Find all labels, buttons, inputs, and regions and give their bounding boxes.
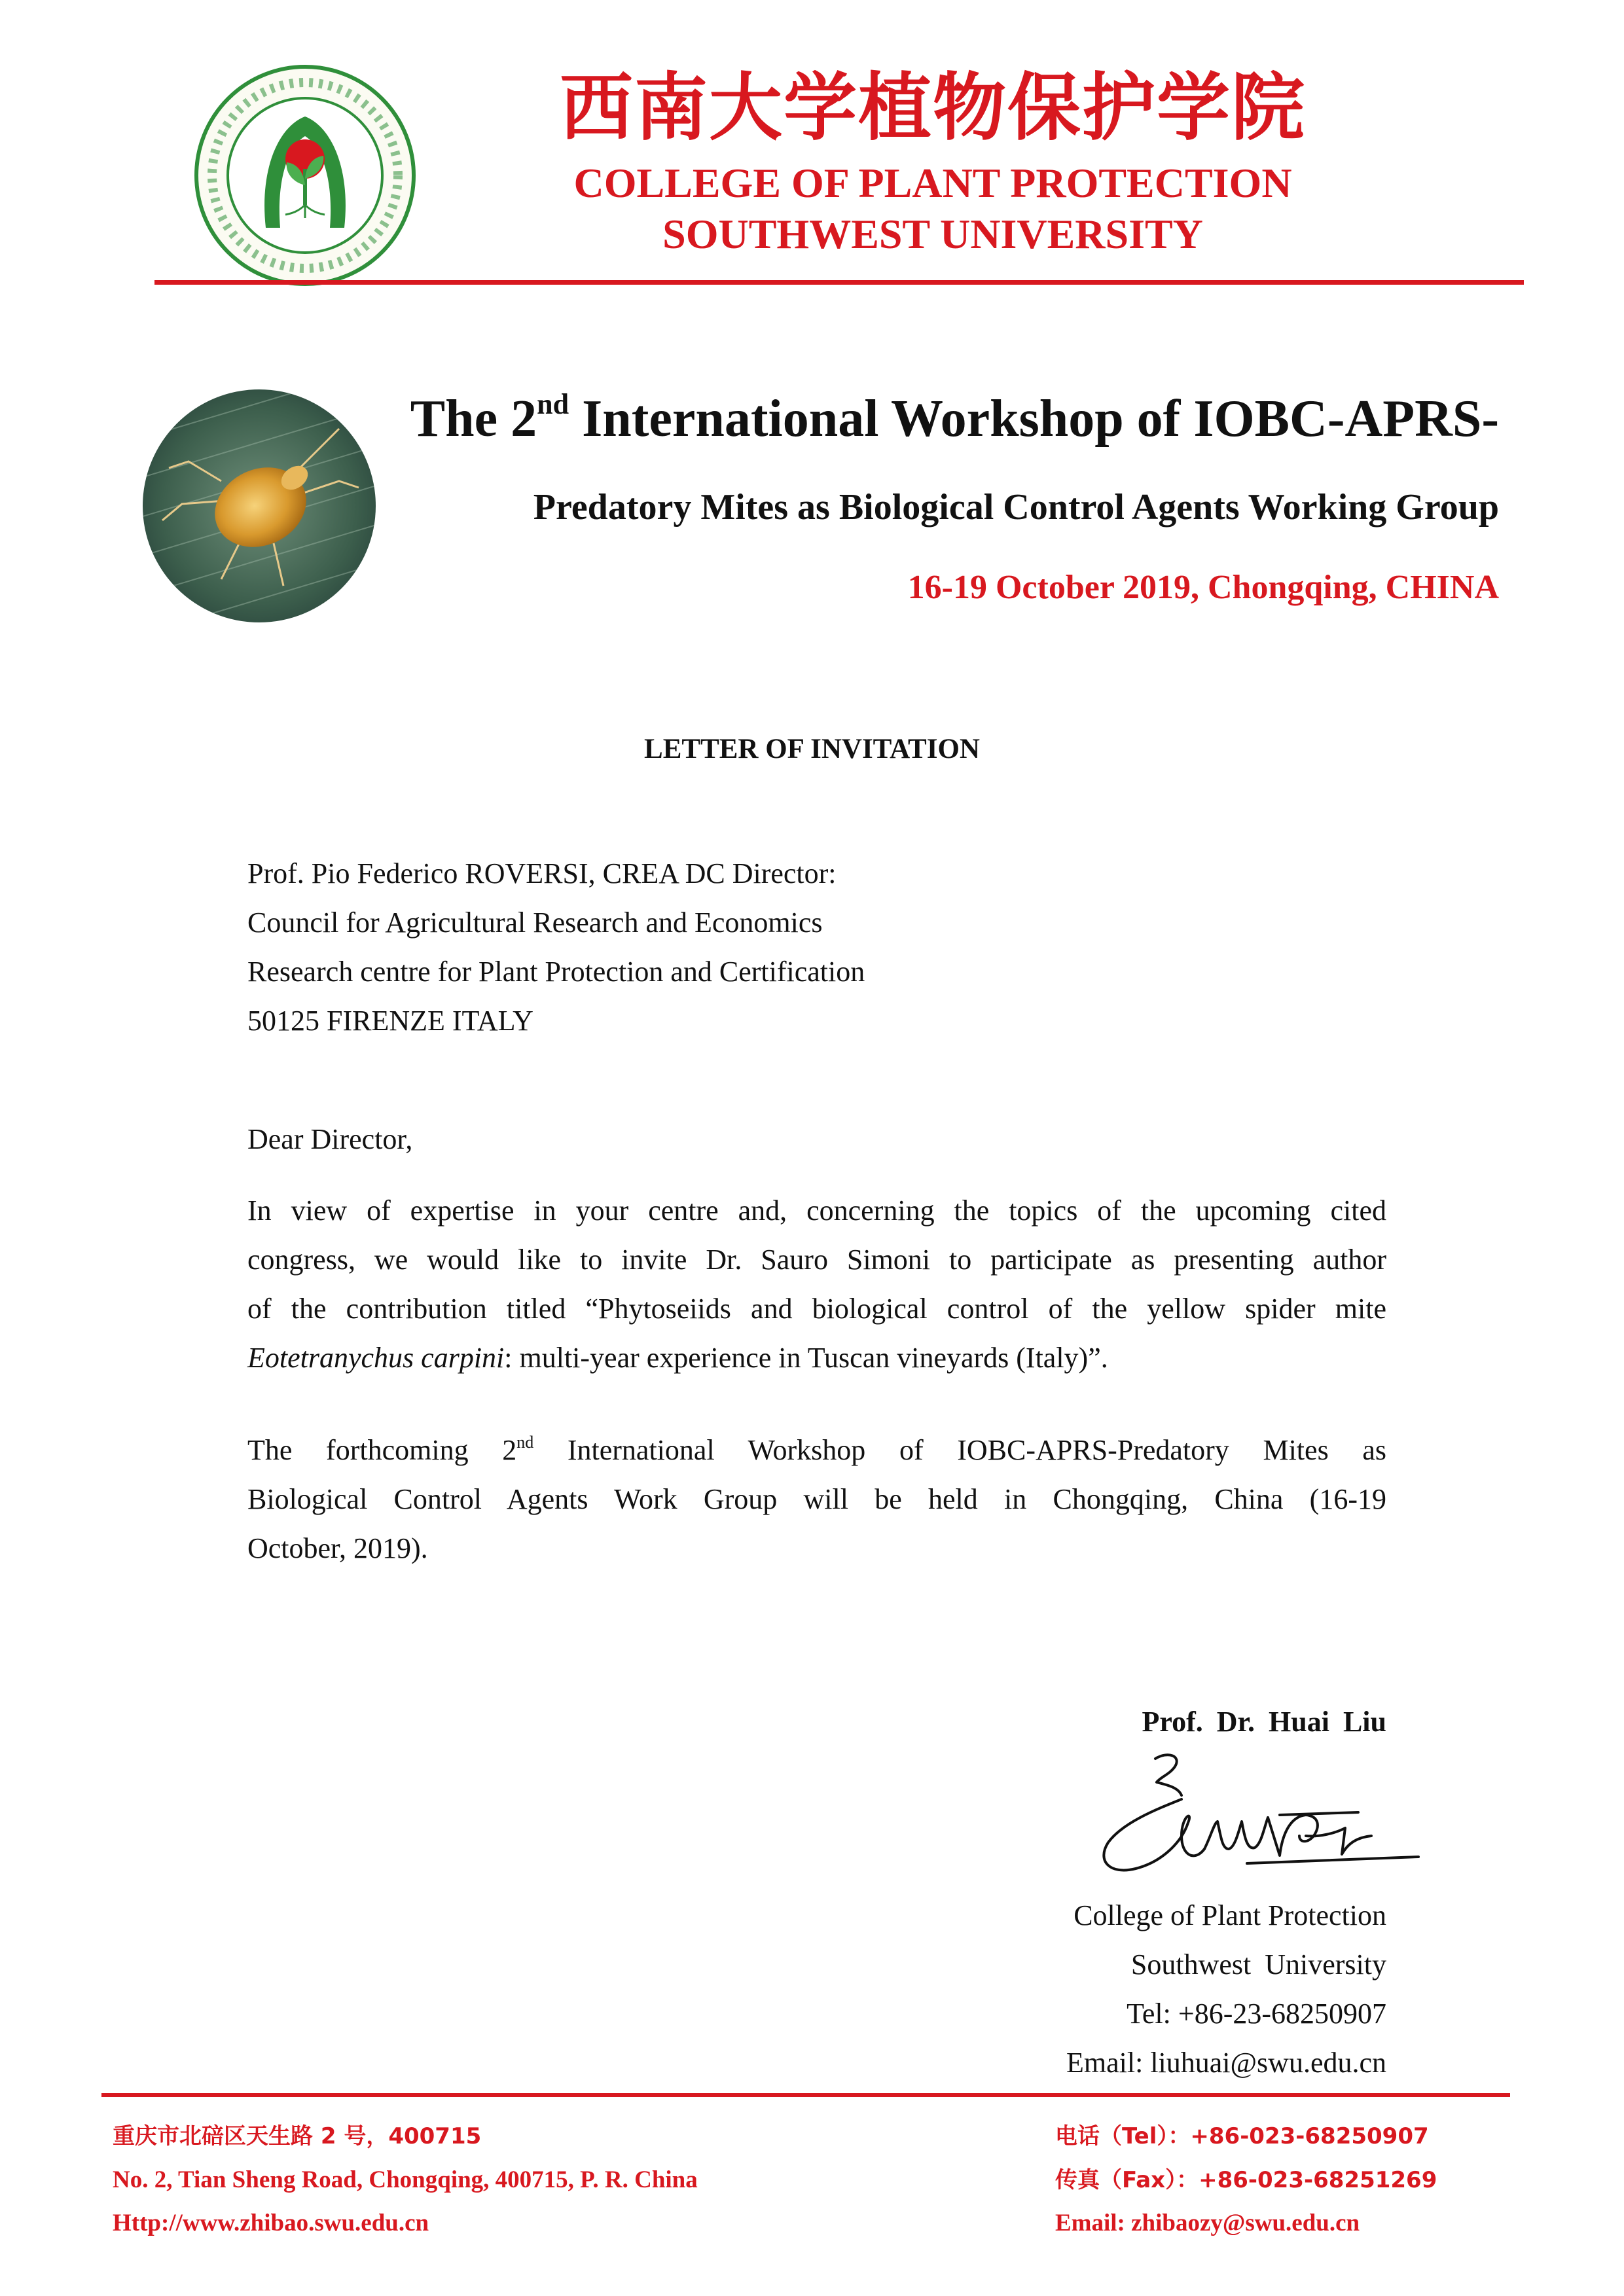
ordinal-suffix: nd — [516, 1433, 534, 1452]
footer-address-english: No. 2, Tian Sheng Road, Chongqing, 400715, P. R. China — [113, 2166, 698, 2193]
predatory-mite-photo — [143, 389, 376, 622]
recipient-line: 50125 FIRENZE ITALY — [247, 1005, 533, 1037]
mite-image — [143, 389, 376, 622]
paragraph-line — [247, 1426, 1386, 1475]
signature-image — [1083, 1744, 1424, 1888]
body-paragraph-2 — [247, 1426, 1386, 1573]
workshop-date-location: 16-19 October 2019, Chongqing, CHINA — [907, 569, 1499, 606]
college-logo — [194, 64, 416, 287]
paragraph-line: of the contribution titled “Phytoseiids and biological control of the yellow spider mite — [247, 1293, 1386, 1325]
signatory-email: Email: liuhuai@swu.edu.cn — [1066, 2047, 1386, 2079]
header-divider — [154, 280, 1524, 285]
college-name-english-line2: SOUTHWEST UNIVERSITY — [662, 211, 1203, 257]
body-paragraph-1 — [247, 1186, 1386, 1382]
footer-website-link[interactable]: Http://www.zhibao.swu.edu.cn — [113, 2210, 429, 2236]
paragraph-line: Biological Control Agents Work Group will be held in Chongqing, China (16-19 — [247, 1483, 1386, 1515]
signatory-phone: Tel: +86-23-68250907 — [1127, 1998, 1386, 2030]
paragraph-line-rest: : multi-year experience in Tuscan vineyards (Italy)”. — [504, 1342, 1108, 1374]
paragraph-line: October, 2019). — [247, 1532, 428, 1564]
recipient-line: Prof. Pio Federico ROVERSI, CREA DC Director: — [247, 857, 837, 889]
workshop-title — [393, 386, 1499, 452]
paragraph-line — [247, 1333, 1386, 1382]
workshop-title-ordinal: nd — [537, 388, 569, 420]
salutation: Dear Director, — [247, 1123, 413, 1155]
paragraph-line: In view of expertise in your centre and, concerning the topics of the upcoming cited — [247, 1194, 1386, 1227]
footer-address-chinese: 重庆市北碚区天生路 2 号，400715 — [113, 2123, 482, 2149]
letter-title: LETTER OF INVITATION — [644, 734, 980, 764]
species-name: Eotetranychus carpini — [247, 1342, 505, 1374]
college-name-english-line1: COLLEGE OF PLANT PROTECTION — [573, 160, 1292, 206]
handwritten-signature — [1083, 1744, 1424, 1888]
paragraph-line-prefix: The forthcoming 2 — [247, 1434, 517, 1466]
recipient-line: Council for Agricultural Research and Economics — [247, 906, 823, 939]
paragraph-line-rest: International Workshop of IOBC-APRS-Predatory Mites as — [533, 1434, 1386, 1466]
workshop-title-prefix: The 2 — [410, 390, 537, 448]
college-logo-emblem — [194, 64, 416, 287]
footer-divider — [101, 2093, 1510, 2097]
college-name-chinese: 西南大学植物保护学院 — [560, 65, 1306, 151]
paragraph-line: congress, we would like to invite Dr. Sauro Simoni to participate as presenting author — [247, 1244, 1386, 1276]
footer-fax: 传真（Fax）：+86-023-68251269 — [1055, 2167, 1437, 2193]
signatory-name: Prof. Dr. Huai Liu — [1142, 1706, 1386, 1738]
signatory-university: Southwest University — [1130, 1948, 1386, 1981]
workshop-subtitle: Predatory Mites as Biological Control Agents Working Group — [533, 487, 1499, 528]
recipient-line: Research centre for Plant Protection and Certification — [247, 956, 865, 988]
footer-telephone: 电话（Tel）：+86-023-68250907 — [1055, 2123, 1429, 2149]
footer-email-link[interactable]: Email: zhibaozy@swu.edu.cn — [1055, 2210, 1360, 2236]
signatory-college: College of Plant Protection — [1074, 1899, 1386, 1931]
workshop-title-suffix: International Workshop of IOBC-APRS- — [569, 390, 1499, 448]
